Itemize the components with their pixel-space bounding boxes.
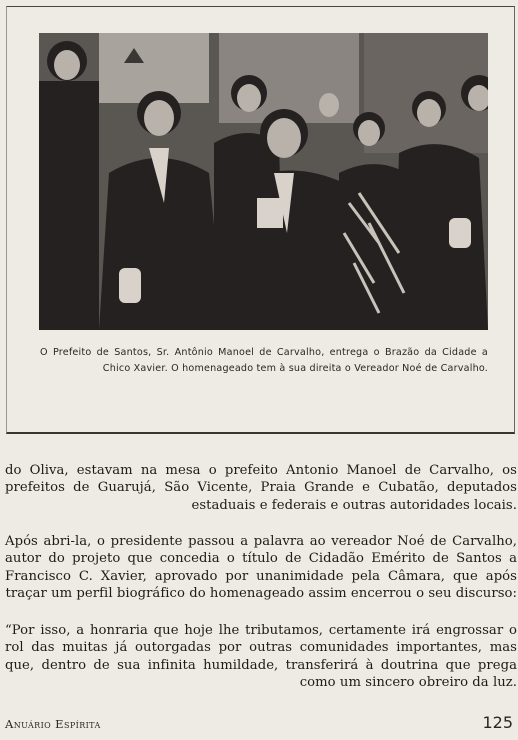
publication-title: Anuário Espírita bbox=[5, 717, 101, 731]
photo-caption: O Prefeito de Santos, Sr. Antônio Manoel de Carvalho, entrega o Brazão da Cidade a Chico Xavier. O homenageado tem à sua direita o Vereador Noé de Carvalho. bbox=[40, 347, 488, 374]
photo-illustration bbox=[39, 33, 488, 330]
article-paragraph: do Oliva, estavam na mesa o prefeito Antonio Manoel de Carvalho, os prefeitos de Guarujá, São Vicente, Praia Grande e Cubatão, deputados estaduais e federais e outras autoridades locais. bbox=[5, 463, 517, 513]
ceremony-photo bbox=[39, 33, 488, 330]
article-paragraph: Após abri-la, o presidente passou a palavra ao vereador Noé de Carvalho, autor do projeto que concedia o título de Cidadão Emérito de Santos a Francisco C. Xavier, aprovado por unanimidade pela Câmara, que após traçar um perfil biográfico do homenageado assim encerrou o seu discurso: bbox=[5, 534, 517, 602]
article-paragraph: “Por isso, a honraria que hoje lhe tributamos, certamente irá engrossar o rol das muitas já outorgadas por outras comunidades importantes, mas que, dentro de sua infinita humildade, transferirá à doutrina que prega como um sincero obreiro da luz. bbox=[5, 623, 517, 691]
page-number: 125 bbox=[482, 713, 513, 732]
